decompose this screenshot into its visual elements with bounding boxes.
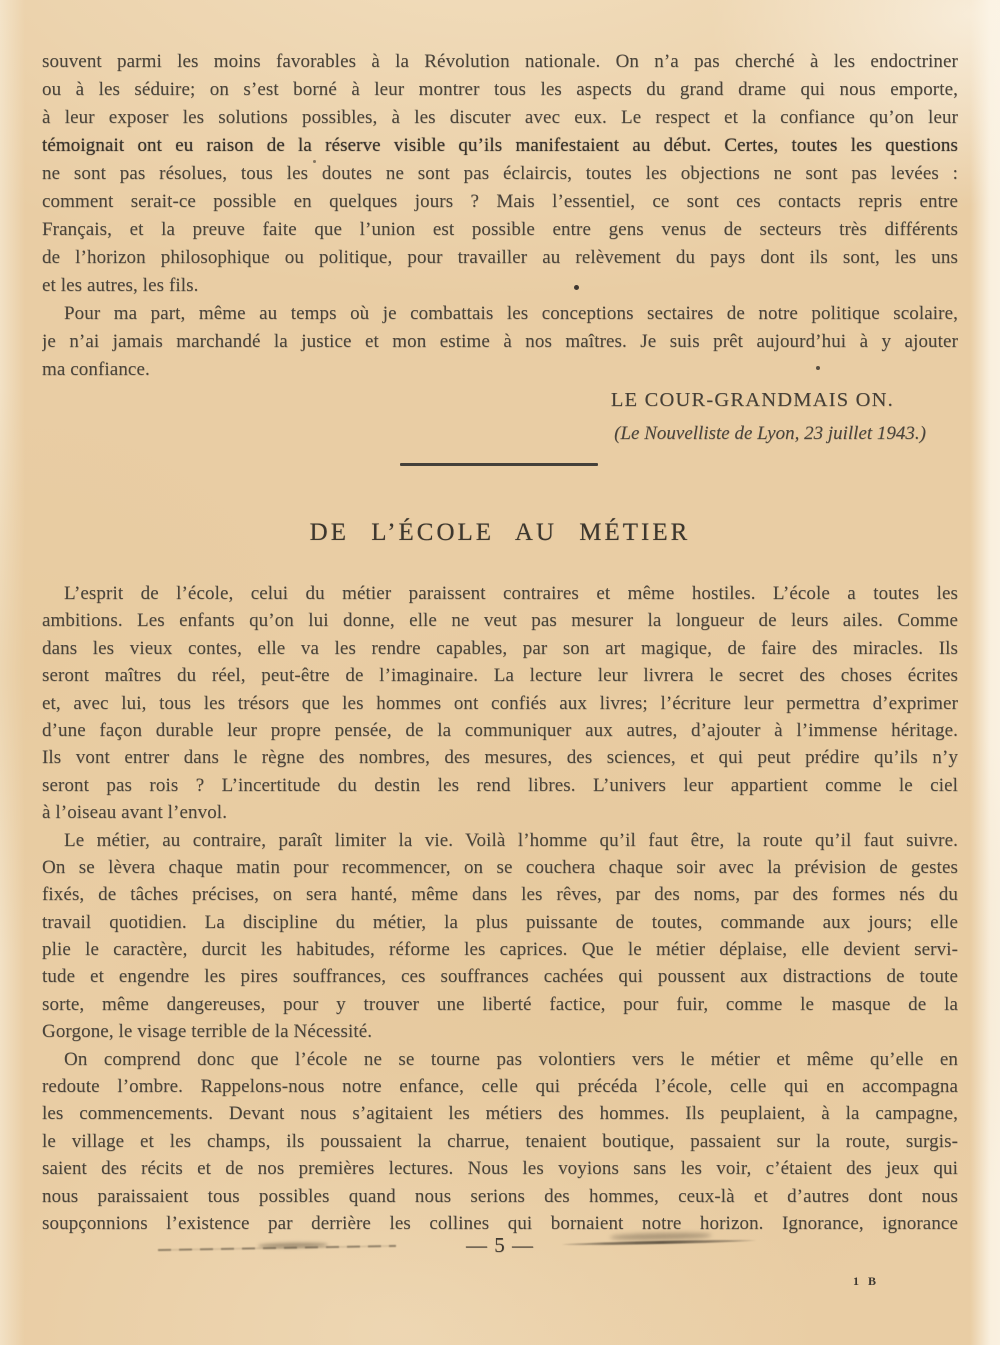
text-line: je n’ai jamais marchandé la justice et mon estime à nos maîtres. Je suis prêt aujourd’hui à y ajouter — [42, 331, 958, 352]
text-line: ma confiance. — [42, 359, 150, 380]
text-line: sorte, même dangereuses, pour y trouver une liberté factice, pour fuir, comme le masque de la — [42, 993, 958, 1015]
text-line: tude et engendre les pires souffrances, ces souffrances cachées qui poussent aux distractions de toute — [42, 966, 958, 988]
text-line: L’esprit de l’école, celui du métier paraissent contraires et même hostiles. L’école a toutes les — [64, 583, 958, 604]
text-line: ne sont pas résolues, tous les doutes ne sont pas éclaircis, toutes les objections ne sont pas levées : — [42, 163, 958, 184]
text-line: soupçonnions l’existence par derrière les collines qui bornaient notre horizon. Ignorance, ignorance — [42, 1212, 958, 1234]
text-line: Pour ma part, même au temps où je combattais les conceptions sectaires de notre politique scolaire, — [64, 303, 958, 324]
text-line: comment serait-ce possible en quelques jours ? Mais l’essentiel, ce sont ces contacts repris entre — [42, 191, 958, 212]
text-line: le village et les champs, ils poussaient la charrue, tenaient boutique, passaient sur la route, surgis- — [42, 1130, 958, 1152]
paragraph — [42, 1046, 958, 1238]
text-line: d’une façon durable leur propre pensée, de la communiquer aux autres, d’ajouter à l’immense héritage. — [42, 719, 958, 741]
text-line: à l’oiseau avant l’envol. — [42, 802, 228, 824]
text-line: les commencements. Devant nous s’agitaient les métiers des hommes. Ils peuplaient, à la campagne, — [42, 1103, 958, 1125]
text-line: et les autres, les fils. — [42, 275, 199, 296]
text-line: de l’horizon philosophique ou politique, pour travailler au relèvement du pays dont ils sont, les uns — [42, 247, 958, 268]
text-line: travail quotidien. La discipline du métier, la plus puissante de toutes, commande aux jours; elle — [42, 911, 958, 933]
text-line: seront pas rois ? L’incertitude du destin les rend libres. L’univers leur appartient comme le ciel — [42, 774, 958, 796]
text-line: témoignait ont eu raison de la réserve visible qu’ils manifestaient au début. Certes, toutes les questions — [42, 135, 958, 156]
text-line: souvent parmi les moins favorables à la Révolution nationale. On n’a pas cherché à les endoctriner — [42, 51, 958, 72]
text-line: et, avec lui, tous les trésors que les hommes ont confiés aux livres; l’écriture leur permettra d’exprimer — [42, 692, 958, 714]
page-content — [42, 48, 958, 1237]
paragraph — [42, 300, 958, 384]
paragraph — [42, 580, 958, 827]
text-line: fixés, de tâches précises, on sera hanté, même dans les rêves, par des noms, par des formes nés du — [42, 884, 958, 906]
text-line: seront maîtres du réel, peut-être de l’imaginaire. La lecture leur livrera le secret des choses écrites — [42, 665, 958, 687]
text-line: Ils vont entrer dans le règne des nombres, des mesures, des sciences, et qui peut prédire qu’ils n’y — [42, 747, 958, 769]
text-line: nous paraissaient tous possibles quand nous serions des hommes, ceux-là et d’autres dont nous — [42, 1185, 958, 1207]
section-divider-rule — [400, 463, 598, 466]
section-text-block — [42, 580, 958, 1237]
intro-text-block — [42, 48, 958, 384]
text-line: ambitions. Les enfants qu’on lui donne, elle ne veut pas mesurer la longueur de leurs ailes. Comme — [42, 610, 958, 632]
text-line: à leur exposer les solutions possibles, à les discuter avec eux. Le respect et la confiance qu’on leur — [42, 107, 958, 128]
text-line: Le métier, au contraire, paraît limiter la vie. Voilà l’homme qu’il faut être, la route qu’il faut suivre. — [64, 829, 958, 851]
text-line: Français, et la preuve faite que l’union est possible entre gens venus de secteurs très différents — [42, 219, 958, 240]
section-title: DE L’ÉCOLE AU MÉTIER — [309, 519, 691, 546]
source-citation: (Le Nouvelliste de Lyon, 23 juillet 1943.) — [614, 423, 926, 444]
author-signature: LE COUR-GRANDMAIS ON. — [610, 389, 894, 411]
paragraph — [42, 48, 958, 300]
paragraph — [42, 827, 958, 1046]
printer-signature-mark: 1 B — [853, 1274, 880, 1288]
text-line: Gorgone, le visage terrible de la Nécessité. — [42, 1021, 373, 1043]
text-line: redoute l’ombre. Rappelons-nous notre enfance, celle qui précéda l’école, celle qui en accompagna — [42, 1076, 958, 1098]
text-line: On se lèvera chaque matin pour recommencer, on se couchera chaque soir avec la prévision de gestes — [42, 856, 958, 878]
text-line: On comprend donc que l’école ne se tourne pas volontiers vers le métier et même qu’elle en — [64, 1048, 958, 1070]
page-number: — 5 — — [466, 1233, 534, 1257]
text-line: ou à les séduire; on s’est borné à leur montrer tous les aspects du grand drame qui nous emporte, — [42, 79, 958, 100]
text-line: plie le caractère, durcit les habitudes, réforme les caprices. Que le métier déplaise, elle devient servi- — [42, 939, 958, 961]
text-line: dans les vieux contes, elle va les rendre capables, par son art magique, de faire des miracles. Ils — [42, 637, 958, 659]
text-line: saient des récits et de nos premières lectures. Nous les voyions sans les voir, c’étaient des jeux qui — [42, 1158, 958, 1180]
